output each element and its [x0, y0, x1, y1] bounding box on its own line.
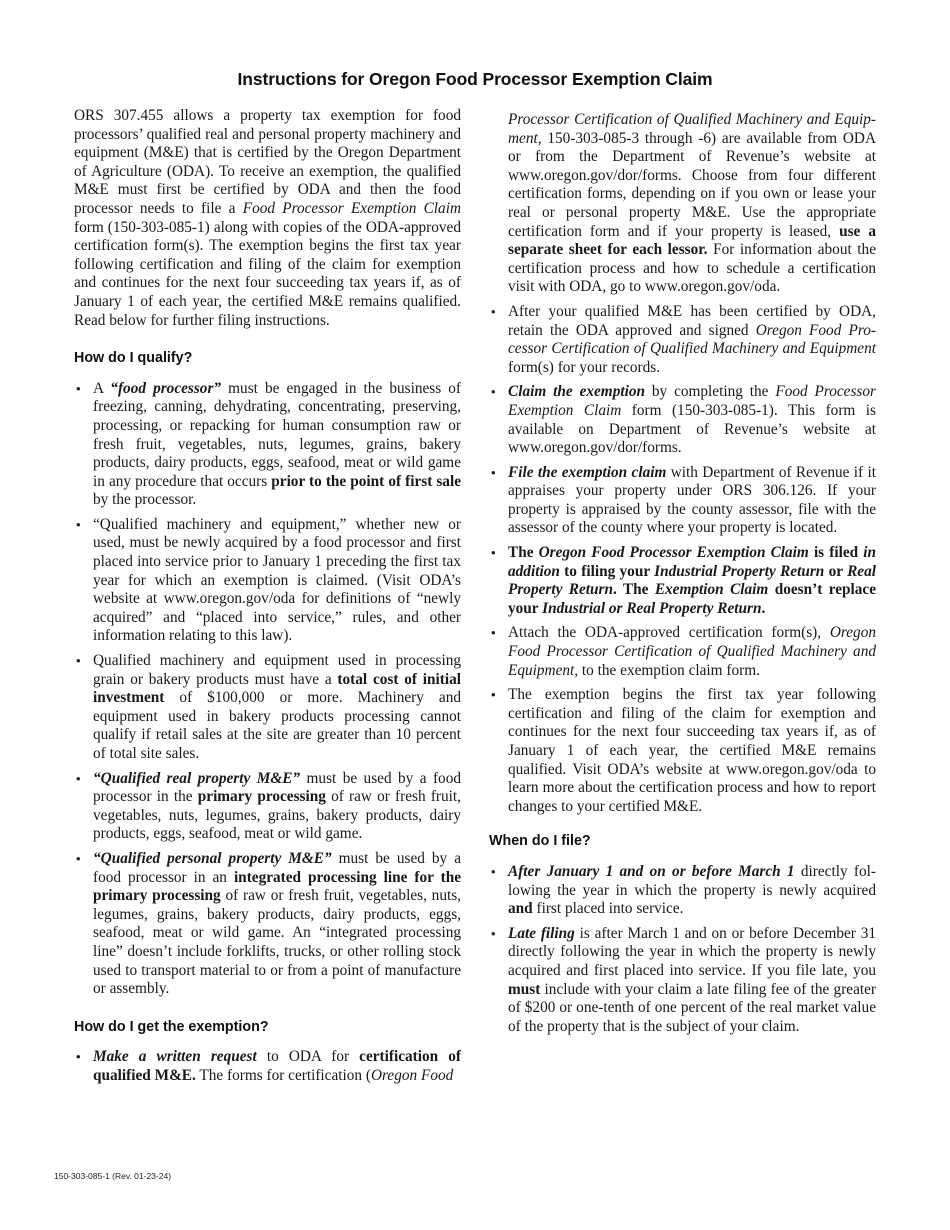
left-column — [74, 107, 461, 1092]
list-item — [74, 516, 461, 646]
list-item — [74, 850, 461, 999]
list-item — [489, 544, 876, 618]
section-heading-when: When do I file? — [489, 833, 591, 850]
text-run: Food Processor Exemption Claim — [508, 383, 876, 419]
list-item-continued — [489, 111, 876, 297]
text-run: is filed — [808, 544, 864, 562]
list-item — [74, 652, 461, 764]
text-run: doesn’t replace your — [508, 581, 876, 617]
right-column — [489, 111, 876, 1042]
list-item — [489, 464, 876, 538]
text-run: The — [508, 544, 539, 562]
text-run: prior to the point of first sale — [271, 472, 461, 490]
text-run: ORS 307.455 allows a property tax exemption for food processors’ qualified real and personal property machinery and equipment (M&E) that is certified by the Oregon Department of Agriculture (ODA). To receive an exemption, the qualified M&E must first be certified by ODA and then the food processor needs to file a — [74, 107, 461, 217]
list-item — [74, 770, 461, 844]
text-run: “Qualified machinery and equipment,” whether new or used, must be newly acquired by a food processor and first placed into service prior to January 1 preceding the first tax year for which an exemption is claimed. (Visit ODA’s website at www.oregon.gov/oda for definitions of “newly acquired” and “placed into service,” rules, and other information relating to this law). — [93, 515, 461, 645]
text-run: include with your claim a late filing fee of the greater of $200 or one-tenth of one percent of the real market value of the property that is the subject of your claim. — [508, 980, 876, 1035]
text-run: Processor Certification of Qualified Machinery and Equipment, — [508, 111, 876, 147]
text-run: integrated processing line for the primary processing — [93, 868, 461, 905]
text-run: use a separate sheet for each lessor. — [508, 222, 876, 259]
text-run: Real Property Return — [508, 562, 877, 599]
text-run: 150-303-085-3 through -6) are available from ODA or from the Department of Revenue’s website at www.oregon.gov/dor/forms. Choose from four different certification forms, depending on if you own or lease your real or personal property M&E. Use the appropriate certification form and if your property is leased, — [508, 129, 876, 240]
text-run: “food processor” — [110, 379, 222, 397]
text-run: Late filing — [508, 924, 575, 942]
section-heading-qualify: How do I qualify? — [74, 350, 193, 367]
text-run: is after March 1 and on or before December 31 directly following the year in which the property is newly acquired and first placed into service. If you file late, you — [508, 924, 876, 979]
intro-paragraph — [74, 107, 461, 330]
list-item — [74, 380, 461, 510]
text-run: of raw or fresh fruit, vegetables, nuts, legumes, grains, bakery products, dairy products, eggs, seafood, meat or wild game. — [93, 788, 461, 843]
text-run: primary processing — [197, 788, 326, 806]
when-list — [489, 863, 876, 1036]
text-run: Oregon Food Processor Certification of Qualified Machinery and Equipment — [508, 321, 876, 358]
form-number-footer: 150-303-085-1 (Rev. 01-23-24) — [54, 1171, 172, 1181]
text-run: of raw or fresh fruit, vegetables, nuts, legumes, grains, bakery products, dairy products, eggs, seafood, meat or wild game. An “integrated processing line” doesn’t include forklifts, trucks, or other rolling stock used to transport material to or from a point of manufacture or assembly. — [93, 887, 461, 998]
text-run: The exemption begins the first tax year following certification and filing of the claim for exemption and continues for the next four succeeding tax years if, as of January 1 of each year, the certified M&E remains qualified. Visit ODA’s website at www.oregon.gov/oda to learn more about the certification process and how to report changes to your certified M&E. — [508, 686, 876, 815]
exemption-list — [74, 1048, 461, 1085]
section-heading-exemption: How do I get the exemption? — [74, 1018, 269, 1035]
text-run: by completing the — [645, 383, 776, 401]
list-item — [489, 686, 876, 816]
text-run: must be used by a food processor in the — [93, 769, 461, 806]
text-run: by the processor. — [93, 491, 197, 509]
text-run: form (150-303-085-1). This form is available on Department of Revenue’s website at www.oregon.gov/dor/forms. — [508, 401, 876, 457]
text-run: The forms for certification ( — [195, 1066, 371, 1084]
text-run: After January 1 and on or before March 1 — [508, 862, 795, 880]
text-run: “Qualified personal property M&E” — [93, 849, 332, 867]
list-item — [489, 624, 876, 680]
text-run: or — [824, 562, 848, 580]
text-run: total cost of initial investment — [93, 670, 462, 707]
text-run: form(s) for your records. — [508, 358, 661, 376]
text-run: File the exemption claim — [508, 463, 667, 481]
text-run: of $100,000 or more. Machinery and equipment used in bakery products processing cannot qualify if retail sales at the site are greater than 10 percent of total site sales. — [93, 689, 461, 762]
text-run: Exemption Claim — [654, 581, 769, 599]
page-title: Instructions for Oregon Food Processor Exemption Claim — [237, 69, 713, 89]
qualify-list — [74, 380, 461, 999]
text-run: Oregon Food — [370, 1066, 454, 1084]
text-run: must be engaged in the business of freezing, canning, dehydrating, concentrating, preserving, processing, or repacking for human consumption raw or fresh fruit, vegetables, nuts, legumes, grains, bakery products, dairy products, eggs, seafood, meat or wild game in any procedure that occurs — [93, 379, 462, 490]
list-item — [489, 383, 876, 457]
text-run: to ODA for — [256, 1048, 360, 1066]
text-run: For information about the certification process and how to schedule a certification visit with ODA, go to www.oregon.gov/oda. — [508, 241, 876, 296]
text-run: Attach the ODA-approved certification form(s), — [508, 624, 830, 642]
text-run: “Qualified real property M&E” — [93, 769, 301, 787]
list-item — [74, 1048, 461, 1085]
text-run: directly following the year in which the property is newly acquired — [508, 862, 876, 899]
text-run: must — [508, 980, 541, 998]
text-run: Oregon Food Processor Exemption Claim — [538, 544, 809, 562]
text-run: Qualified machinery and equipment used in processing grain or bakery products must have a — [93, 652, 461, 688]
text-run: After your qualified M&E has been certified by ODA, retain the ODA approved and signed — [508, 302, 876, 339]
text-run: Oregon Food Processor Certification of Qualified Machinery and Equipment, — [508, 624, 876, 679]
text-run: Industrial or Real Property Return — [542, 599, 762, 617]
text-run: first placed into service. — [532, 900, 684, 918]
text-run: certification of qualified M&E. — [93, 1048, 462, 1084]
text-run: . The — [612, 581, 655, 599]
list-item — [489, 863, 876, 919]
text-run: to filing your — [559, 562, 655, 580]
text-run: form (150-303-085-1) along with copies of the ODA-approved certification form(s). The exemption begins the first tax year following certification and filing of the claim for exemption and continues for the next four succeeding tax years if, as of January 1 of each year, the certified M&E remains qualified. Read below for further filing instructions. — [74, 218, 461, 329]
text-run: Claim the exemption — [508, 383, 645, 401]
text-run: Food Processor Exemption Claim — [242, 199, 461, 217]
text-run: Make a written request — [93, 1048, 257, 1066]
text-run: and — [508, 900, 533, 918]
text-run: in addition — [508, 544, 876, 580]
text-run: . — [761, 599, 766, 617]
list-item — [489, 303, 876, 377]
text-run: to the exemption claim form. — [578, 661, 760, 679]
text-run: Industrial Property Return — [654, 562, 825, 580]
text-run: with Department of Revenue if it appraises your property under ORS 306.126. If your property is appraised by the county assessor, file with the assessor of the county where your property is located. — [508, 463, 877, 537]
text-run: A — [93, 379, 111, 397]
text-run: must be used by a food processor in an — [93, 849, 461, 886]
exemption-list-continued — [489, 111, 876, 816]
list-item — [489, 925, 876, 1037]
